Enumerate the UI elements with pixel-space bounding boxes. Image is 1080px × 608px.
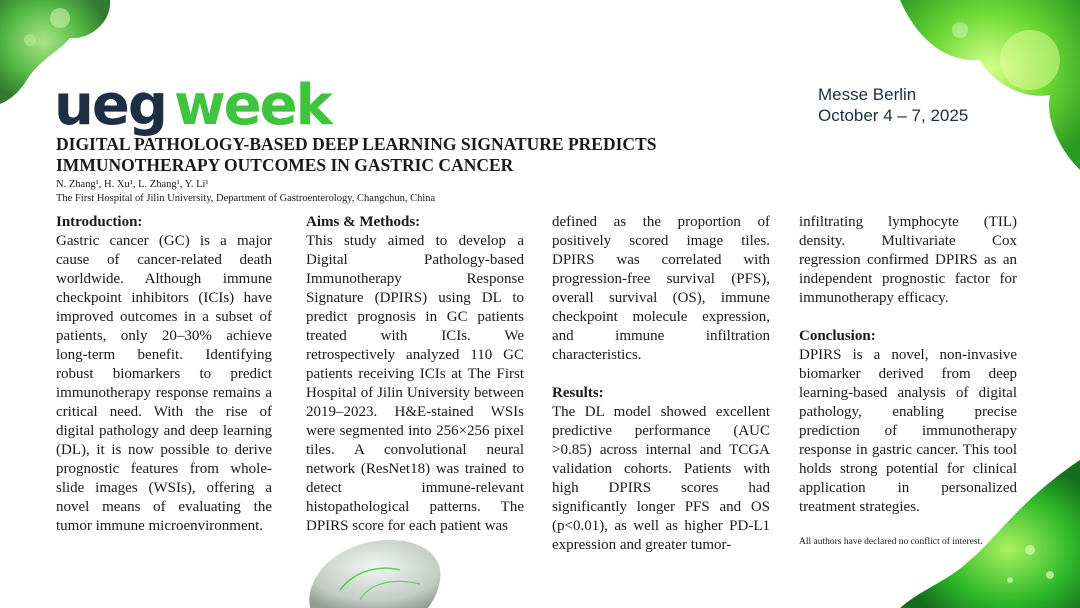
conflict-disclaimer: All authors have declared no conflict of interest.: [799, 537, 983, 547]
column-3: [552, 213, 770, 555]
methods-heading: Aims & Methods:: [306, 214, 421, 230]
results-heading: Results:: [552, 385, 604, 401]
methods-text-continued: defined as the proportion of positively scored image tiles. DPIRS was correlated with progression-free survival (PFS), overall survival (OS), immune checkpoint molecule expression, and immune infiltration characteristics.: [552, 214, 770, 363]
event-info: [818, 84, 968, 126]
title-line-1: DIGITAL PATHOLOGY-BASED DEEP LEARNING SIGNATURE PREDICTS: [56, 134, 657, 154]
results-text-continued: infiltrating lymphocyte (TIL) density. Multivariate Cox regression confirmed DPIRS as an independent prognostic factor for immunotherapy efficacy.: [799, 214, 1017, 306]
conclusion-heading: Conclusion:: [799, 328, 876, 344]
title-line-2: IMMUNOTHERAPY OUTCOMES IN GASTRIC CANCER: [56, 155, 514, 175]
methods-text: This study aimed to develop a Digital Pathology-based Immunotherapy Response Signature (DPIRS) using DL to predict prognosis in GC patients treated with ICIs. We retrospectively analyzed 110 GC patients receiving ICIs at The First Hospital of Jilin University between 2019–2023. H&E-stained WSIs were segmented into 256×256 pixel tiles. A convolutional neural network (ResNet18) was trained to detect immune-relevant histopathological patterns. The DPIRS score for each patient was: [306, 233, 524, 534]
logo-text-ueg: ueg: [54, 73, 166, 138]
introduction-text: Gastric cancer (GC) is a major cause of cancer-related death worldwide. Although immune checkpoint inhibitors (ICIs) have improved outcomes in a subset of patients, only 20–30% achieve long-term benefit. Identifying robust biomarkers to predict immunotherapy response remains a critical need. With the rise of digital pathology and deep learning (DL), it is now possible to derive prognostic features from whole-slide images (WSIs), offering a novel means of evaluating the tumor immune microenvironment.: [56, 233, 272, 534]
event-dates: October 4 – 7, 2025: [818, 106, 969, 125]
logo-text-week: week: [173, 73, 331, 138]
introduction-heading: Introduction:: [56, 214, 143, 230]
affiliation: The First Hospital of Jilin University, Department of Gastroenterology, Changchun, China: [56, 193, 436, 204]
ueg-week-logo: [54, 70, 331, 138]
column-2: [306, 213, 524, 536]
authors: N. Zhang¹, H. Xu¹, L. Zhang¹, Y. Li¹: [56, 179, 209, 190]
event-venue: Messe Berlin: [818, 85, 917, 104]
conclusion-text: DPIRS is a novel, non-invasive biomarker derived from deep learning-based analysis of digital pathology, enabling precise prediction of immunotherapy response in gastric cancer. This tool holds strong potential for clinical application in personalized treatment strategies.: [799, 347, 1017, 515]
column-4: [799, 213, 1017, 548]
column-1: [56, 213, 272, 536]
abstract-title: [56, 134, 736, 176]
results-text: The DL model showed excellent predictive performance (AUC >0.85) across internal and TCGA validation cohorts. Patients with high DPIRS scores had significantly longer PFS and OS (p<0.01), as well as higher PD-L1 expression and greater tumor-: [552, 404, 770, 553]
author-block: [56, 178, 435, 206]
